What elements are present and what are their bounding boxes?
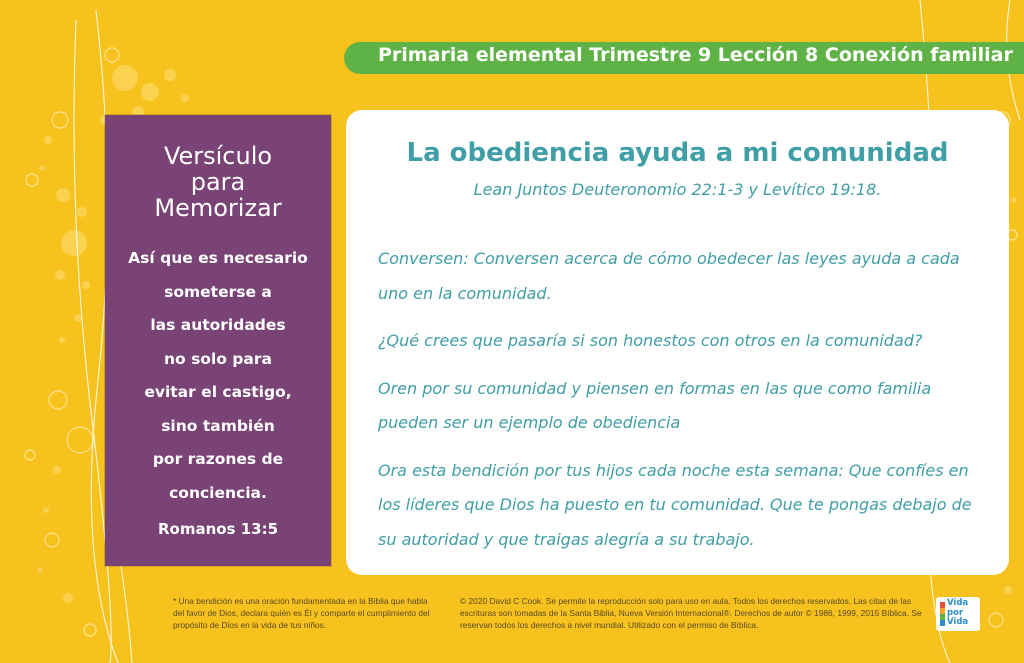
memory-verse-heading-line: Memorizar: [154, 194, 282, 222]
vida-por-vida-logo: [936, 597, 980, 631]
logo-text: [947, 599, 968, 628]
lesson-paragraph: Conversen: Conversen acerca de cómo obedecer las leyes ayuda a cada uno en la comunidad.: [378, 249, 960, 303]
logo-stripes-icon: [940, 602, 945, 626]
lesson-reading: Lean Juntos Deuteronomio 22:1-3 y Levítico 19:18.: [473, 180, 882, 199]
memory-verse-line: sino también: [161, 416, 275, 435]
copyright-notice: © 2020 David C Cook. Se permite la reproducción solo para uso en aula. Todos los derechos reservados. Las citas de las escrituras son tomadas de la Santa Biblia, Nueva Versión Internacional®. Derechos de autor © 1986, 1999, 2015 Bíblica. Se reservan todos los derechos a nivel mundial. Utilizado con el permiso de Bíblica.: [460, 596, 922, 630]
memory-verse-line: no solo para: [164, 349, 272, 368]
page-title: Primaria elemental Trimestre 9 Lección 8 Conexión familiar: [378, 44, 1013, 66]
memory-verse-line: Así que es necesario: [128, 249, 308, 267]
logo-line: por: [947, 607, 964, 618]
lesson-title: La obediencia ayuda a mi comunidad: [406, 138, 949, 168]
lesson-paragraph: Ora esta bendición por tus hijos cada noche esta semana: Que confíes en los líderes que Dios ha puesto en tu comunidad. Que te pongas debajo de su autoridad y que traigas alegría a su trabajo.: [378, 460, 972, 549]
logo-line: Vida: [947, 598, 969, 608]
memory-verse-heading: [105, 143, 331, 221]
memory-verse-heading-line: para: [190, 168, 246, 196]
blessing-footnote: * Una bendición es una oración fundamentada en la Biblia que habla del favor de Dios, declara quién es Él y comparte el cumplimiento del propósito de Dios en la vida de tus niños.: [173, 596, 430, 630]
memory-verse-reference: Romanos 13:5: [157, 520, 279, 538]
memory-verse-line: someterse a: [164, 282, 272, 301]
memory-verse-panel: [105, 115, 331, 566]
lesson-body: [378, 242, 988, 570]
memory-verse-text: [105, 242, 331, 510]
memory-verse-line: las autoridades: [150, 316, 286, 334]
lesson-paragraph: ¿Qué crees que pasaría si son honestos con otros en la comunidad?: [378, 331, 923, 350]
memory-verse-line: evitar el castigo,: [144, 383, 292, 401]
memory-verse-line: conciencia.: [169, 483, 267, 502]
lesson-card: [346, 110, 1009, 575]
memory-verse-line: por razones de: [152, 450, 284, 468]
logo-line: Vida: [947, 617, 969, 627]
memory-verse-heading-line: Versículo: [163, 142, 273, 170]
lesson-paragraph: Oren por su comunidad y piensen en formas en las que como familia pueden ser un ejemplo de obediencia: [378, 378, 932, 432]
